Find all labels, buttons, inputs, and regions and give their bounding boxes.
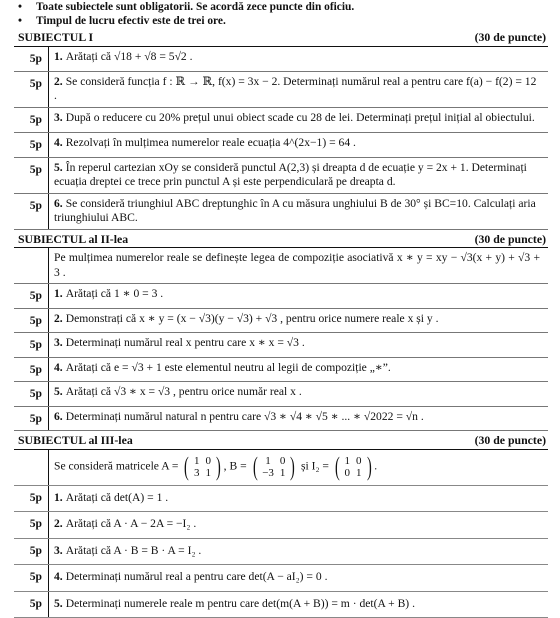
exercise-row	[14, 382, 548, 406]
exercise-number: 1.	[54, 490, 63, 504]
exercise-content	[48, 333, 548, 356]
exercise-text: Determinați numărul real a pentru care det(A − aI₂) = 0 .	[65, 570, 328, 584]
bullet-icon: •	[18, 15, 22, 27]
matrix-identity	[333, 451, 373, 481]
section-points: (30 de puncte)	[474, 30, 546, 44]
exercise-content	[48, 47, 548, 71]
exercise-number: 5.	[54, 160, 63, 174]
section-title: SUBIECTUL al III-lea	[18, 433, 133, 448]
left-paren-icon: (	[252, 451, 258, 481]
exercise-row	[14, 108, 548, 133]
exercise-text: Determinați numărul real x pentru care x ∗ x = √3 .	[65, 336, 305, 350]
exercise-number: 5.	[54, 385, 63, 399]
exercise-row	[14, 592, 548, 618]
matrix-cell: 3	[193, 466, 200, 479]
matrix-cell: 1	[279, 466, 286, 479]
exercise-content	[48, 158, 548, 193]
left-paren-icon: (	[334, 451, 340, 481]
exercise-content	[48, 284, 548, 307]
matrix-name: și I₂ =	[300, 459, 329, 473]
instruction-text: Timpul de lucru efectiv este de trei ore.	[36, 15, 226, 27]
exercise-text: Arătați că A · A − 2A = −I₂ .	[65, 517, 197, 531]
exercise-points	[14, 450, 48, 485]
exercise-row	[14, 194, 548, 230]
exercise-points: 5p	[29, 387, 42, 401]
exercise-points: 5p	[29, 162, 42, 176]
section-2-items	[14, 247, 548, 431]
exercise-points: 5p	[29, 411, 42, 425]
exercise-row	[14, 512, 548, 538]
exercise-number: 4.	[54, 360, 63, 374]
exercise-row	[14, 72, 548, 108]
exercise-intro: Pe mulțimea numerelor reale se definește legea de compoziție asociativă x ∗ y = xy − √3(x + y) + √3 + 3 .	[48, 248, 548, 283]
exercise-text: În reperul cartezian xOy se consideră punctul A(2,3) și dreapta d de ecuație y = 2x + 1. Determinați ecuația dreptei ce trece prin punctul A și este perpendiculară pe dreapta d.	[54, 160, 527, 189]
section-title: SUBIECTUL al II-lea	[18, 231, 129, 246]
exercise-intro-row	[14, 248, 548, 284]
exercise-text: După o reducere cu 20% prețul unui obiect scade cu 28 de lei. Determinați prețul inițial al obiectului.	[65, 110, 535, 124]
exercise-points: 5p	[29, 517, 42, 531]
matrix-cell: −3	[262, 466, 274, 479]
matrix-cell: 1	[344, 454, 351, 467]
exercise-row	[14, 133, 548, 158]
exercise-points: 5p	[29, 76, 42, 90]
exercise-number: 1.	[54, 49, 63, 63]
matrix-a	[182, 451, 222, 481]
exercise-points: 5p	[29, 198, 42, 212]
exercise-row	[14, 539, 548, 565]
exercise-number: 2.	[54, 311, 63, 325]
exercise-points: 5p	[29, 490, 42, 504]
exercise-text: Arătați că √3 ∗ x = √3 , pentru orice număr real x .	[65, 385, 302, 399]
matrix-cell: 1	[265, 454, 271, 467]
instruction-note	[14, 0, 548, 14]
exercise-content	[48, 512, 548, 537]
exercise-text: Rezolvați în mulțimea numerelor reale ecuația 4^(2x−1) = 64 .	[65, 135, 356, 149]
exercise-points: 5p	[29, 112, 42, 126]
matrix-name: B =	[229, 459, 247, 473]
matrix-cell: 1	[193, 454, 200, 467]
exercise-points: 5p	[29, 596, 42, 610]
right-paren-icon: )	[215, 451, 221, 481]
matrix-cell: 0	[356, 454, 362, 467]
exercise-intro-row	[14, 450, 548, 486]
exercise-row	[14, 333, 548, 357]
exercise-number: 5.	[54, 596, 63, 610]
exercise-row	[14, 309, 548, 333]
section-3-items	[14, 449, 548, 618]
left-paren-icon: (	[184, 451, 190, 481]
exercise-points: 5p	[29, 313, 42, 327]
exercise-content	[48, 592, 548, 617]
exercise-number: 6.	[54, 409, 63, 423]
matrix-name: A =	[161, 459, 179, 473]
exercise-row	[14, 158, 548, 194]
matrix-cell: 0	[344, 466, 351, 479]
exercise-points	[14, 248, 48, 283]
exercise-text: Se consideră triunghiul ABC dreptunghic în A cu măsura unghiului B de 30° și BC=10. Calculați aria triunghiului ABC.	[54, 196, 536, 225]
exercise-number: 4.	[54, 135, 63, 149]
section-points: (30 de puncte)	[474, 231, 546, 246]
exercise-content	[48, 72, 548, 107]
exercise-number: 2.	[54, 517, 63, 531]
exercise-number: 1.	[54, 287, 63, 301]
exercise-points: 5p	[29, 289, 42, 303]
exercise-points: 5p	[29, 543, 42, 557]
exercise-content	[48, 194, 548, 229]
right-paren-icon: )	[366, 451, 372, 481]
exercise-text: Arătați că A · B = B · A = I₂ .	[65, 543, 202, 557]
exercise-content	[48, 382, 548, 405]
exercise-content	[48, 565, 548, 590]
exercise-number: 3.	[54, 543, 63, 557]
exercise-intro: Se consideră matricele A = ( 1 0 3 1 ) , B = ( 1 0 −3 1 ) și I₂ = ( 1 0 0 1 ) .	[48, 450, 548, 485]
exercise-content	[48, 539, 548, 564]
exercise-text: Determinați numărul natural n pentru care √3 ∗ √4 ∗ √5 ∗ ... ∗ √2022 = √n .	[65, 409, 424, 423]
bullet-icon: •	[18, 1, 22, 13]
exercise-content	[48, 309, 548, 332]
exercise-text: Demonstrați că x ∗ y = (x − √3)(y − √3) + √3 , pentru orice numere reale x și y .	[65, 311, 439, 325]
exercise-points: 5p	[29, 338, 42, 352]
exercise-row	[14, 358, 548, 382]
matrix-cell: 1	[205, 466, 211, 479]
exercise-text: Arătați că 1 ∗ 0 = 3 .	[65, 287, 164, 301]
exercise-points: 5p	[29, 51, 42, 65]
exercise-points: 5p	[29, 570, 42, 584]
exercise-number: 3.	[54, 110, 63, 124]
instructions	[14, 0, 548, 28]
exercise-content	[48, 486, 548, 511]
exercise-content	[48, 407, 548, 430]
instruction-text: Toate subiectele sunt obligatorii. Se acordă zece puncte din oficiu.	[36, 1, 355, 13]
exercise-row	[14, 565, 548, 591]
matrix-cell: 1	[356, 466, 362, 479]
exercise-number: 2.	[54, 74, 63, 88]
section-1-items	[14, 46, 548, 230]
exercise-text: Determinați numerele reale m pentru care det(m(A + B)) = m · det(A + B) .	[65, 596, 415, 610]
exercise-number: 4.	[54, 570, 63, 584]
intro-text: Se consideră matricele	[54, 459, 159, 473]
exercise-number: 3.	[54, 336, 63, 350]
matrix-b	[251, 451, 298, 481]
exercise-text: Arătați că det(A) = 1 .	[65, 490, 169, 504]
section-points: (30 de puncte)	[474, 433, 546, 448]
section-header-3	[14, 431, 548, 449]
right-paren-icon: )	[290, 451, 296, 481]
exercise-text: Arătați că √18 + √8 = 5√2 .	[65, 49, 193, 63]
exercise-row	[14, 284, 548, 308]
matrix-cell: 0	[205, 454, 211, 467]
section-header-2	[14, 230, 548, 248]
exercise-row	[14, 486, 548, 512]
exercise-row	[14, 407, 548, 431]
exercise-content	[48, 133, 548, 157]
exercise-content	[48, 108, 548, 132]
exercise-points: 5p	[29, 362, 42, 376]
exercise-number: 6.	[54, 196, 63, 210]
section-title: SUBIECTUL I	[18, 30, 94, 44]
exercise-text: Se consideră funcția f : ℝ → ℝ, f(x) = 3x − 2. Determinați numărul real a pentru care f(a) − f(2) = 12 .	[54, 74, 537, 103]
instruction-note	[14, 14, 548, 28]
section-header-1	[14, 28, 548, 46]
exercise-content	[48, 358, 548, 381]
exercise-points: 5p	[29, 137, 42, 151]
matrix-cell: 0	[279, 454, 286, 467]
exercise-text: Arătați că e = √3 + 1 este elementul neutru al legii de compoziție „∗”.	[65, 360, 391, 374]
exercise-row	[14, 47, 548, 72]
